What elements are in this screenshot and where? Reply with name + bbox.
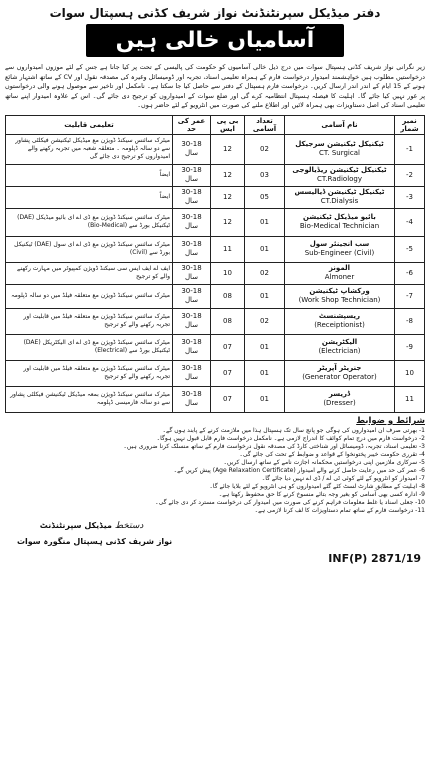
cell-qualification: میٹرک سائنس سیکنڈ ڈویژن مع ڈی اے ای الیکٹریکل (DAE) ٹیکنیکل بورڈ سے (Electrical)	[6, 334, 173, 360]
cell-post	[285, 360, 395, 386]
post-name-urdu: ریسپشنسٹ	[318, 312, 361, 321]
cell-bps: 07	[211, 386, 245, 412]
cell-count: 01	[245, 386, 285, 412]
post-name-urdu: سب انجینئر سول	[309, 240, 370, 249]
cell-bps: 08	[211, 308, 245, 334]
cell-qualification: ایضاً	[6, 186, 173, 208]
signer-title: میڈیکل سپرنٹنڈنٹ	[39, 520, 112, 530]
signature-block	[17, 521, 172, 546]
cell-post	[285, 284, 395, 308]
cell-post	[285, 386, 395, 412]
cell-serial: 2-	[395, 164, 425, 186]
cell-bps: 08	[211, 284, 245, 308]
post-name-english: (Receiptionist)	[314, 321, 365, 330]
cell-bps: 07	[211, 334, 245, 360]
table-header-row	[6, 115, 425, 134]
header-count: تعداد آسامی	[245, 115, 285, 134]
post-name-urdu: بائیو میڈیکل ٹیکنیشن	[303, 213, 376, 222]
post-name-english: CT.Radiology	[316, 175, 363, 184]
rule-item: 2- درخواست فارم میں درج تمام کوائف کا اندراج لازمی ہے۔ نامکمل درخواست فارم قابل قبول نہیں ہوگا۔	[156, 434, 425, 442]
rule-item: 4- تقرری حکومت خیبر پختونخوا کے قواعد و ضوابط کے تحت کی جائے گی۔	[239, 450, 425, 458]
table-row	[6, 164, 425, 186]
rule-item: 6- عمر کی حد میں رعایت حاصل کرنے والے امیدوار (Age Relaxation Certificate) پیش کریں گے۔	[173, 466, 425, 474]
cell-qualification: میٹرک سائنس سیکنڈ ڈویژن مع متعلقہ فیلڈ میں قابلیت اور تجربہ رکھنے والے کو ترجیح	[6, 308, 173, 334]
cell-count: 01	[245, 236, 285, 262]
table-row	[6, 186, 425, 208]
table-row	[6, 262, 425, 284]
vacancy-table	[5, 115, 425, 413]
rules-list	[5, 427, 425, 515]
cell-count: 02	[245, 308, 285, 334]
post-name-urdu: جنریٹر آپریٹر	[317, 364, 362, 373]
cell-age: 30-18 سال	[173, 236, 211, 262]
signer-organization: نواز شریف کڈنی ہسپتال منگورہ سوات	[17, 536, 173, 546]
signature-mark: دستخط	[114, 520, 144, 531]
vacancies-banner: آسامیاں خالی ہیں	[86, 24, 345, 57]
cell-serial: 7-	[395, 284, 425, 308]
post-name-english: CT. Surgical	[319, 149, 360, 158]
table-row	[6, 236, 425, 262]
cell-post	[285, 334, 395, 360]
table-row	[6, 360, 425, 386]
post-name-english: (Generator Operator)	[302, 373, 377, 382]
cell-qualification: میٹرک سائنس سیکنڈ ڈویژن مع ڈی اے ای سول (DAE) ٹیکنیکل بورڈ سے (Civil)	[6, 236, 173, 262]
cell-serial: 4-	[395, 208, 425, 236]
post-name-english: Bio-Medical Technician	[299, 222, 380, 231]
cell-post	[285, 134, 395, 164]
header-age: عمر کی حد	[173, 115, 211, 134]
post-name-english: (Electrician)	[318, 347, 361, 356]
cell-age: 30-18 سال	[173, 186, 211, 208]
cell-post	[285, 236, 395, 262]
post-name-english: (Dresser)	[323, 399, 356, 408]
post-name-urdu: ڈریسر	[328, 390, 351, 399]
banner-wrap	[5, 24, 425, 57]
rule-item: 7- امیدوار کو انٹرویو کے لئے کوئی ٹی اے / ڈی اے نہیں دیا جائے گا۔	[261, 474, 425, 482]
cell-post	[285, 164, 395, 186]
cell-post	[285, 208, 395, 236]
cell-bps: 11	[211, 236, 245, 262]
rules-title: شرائط و ضوابط	[356, 415, 425, 426]
cell-bps: 12	[211, 164, 245, 186]
rule-item: 9- ادارہ کسی بھی آسامی کو بغیر وجہ بتائے منسوخ کرنے کا حق محفوظ رکھتا ہے۔	[218, 490, 425, 498]
post-name-urdu: ٹیکنیکل ٹیکنیشن ریڈیالوجی	[292, 166, 387, 175]
rule-item: 1- بھرتی صرف ان امیدواروں کی ہوگی جو پانچ سال تک ہسپتال ہذا میں ملازمت کرنے کے پابند ہوں گے۔	[162, 426, 425, 434]
table-row	[6, 134, 425, 164]
cell-post	[285, 308, 395, 334]
post-name-urdu: ٹیکنیکل ٹیکنیشن سرجیکل	[295, 140, 384, 149]
table-row	[6, 308, 425, 334]
rule-item: 5- سرکاری ملازمین اپنی درخواستیں محکمانہ اجازت نامے کے ساتھ ارسال کریں۔	[223, 458, 425, 466]
cell-age: 30-18 سال	[173, 164, 211, 186]
cell-qualification: میٹرک سائنس سیکنڈ ڈویژن مع متعلقہ فیلڈ میں قابلیت اور تجربہ رکھنے والے کو ترجیح	[6, 360, 173, 386]
cell-age: 30-18 سال	[173, 134, 211, 164]
header-post: نام آسامی	[285, 115, 395, 134]
cell-qualification: ایف اے ایف ایس سی سیکنڈ ڈویژن کمپیوٹر میں مہارت رکھنے والے کو ترجیح	[6, 262, 173, 284]
cell-bps: 12	[211, 208, 245, 236]
cell-age: 30-18 سال	[173, 360, 211, 386]
cell-serial: 10	[395, 360, 425, 386]
cell-bps: 10	[211, 262, 245, 284]
cell-count: 01	[245, 334, 285, 360]
cell-serial: 6-	[395, 262, 425, 284]
cell-qualification: میٹرک سائنس سیکنڈ ڈویژن مع متعلقہ فیلڈ میں دو سالہ ڈپلومہ	[6, 284, 173, 308]
cell-age: 30-18 سال	[173, 262, 211, 284]
table-row	[6, 386, 425, 412]
cell-age: 30-18 سال	[173, 208, 211, 236]
post-name-urdu: الیکٹریشن	[321, 338, 358, 347]
cell-qualification: ایضاً	[6, 164, 173, 186]
cell-count: 03	[245, 164, 285, 186]
cell-serial: 9-	[395, 334, 425, 360]
cell-serial: 5-	[395, 236, 425, 262]
cell-serial: 11	[395, 386, 425, 412]
cell-age: 30-18 سال	[173, 284, 211, 308]
cell-age: 30-18 سال	[173, 308, 211, 334]
post-name-english: Almoner	[324, 273, 355, 282]
header-serial: نمبر شمار	[395, 115, 425, 134]
post-name-urdu: المونز	[328, 264, 351, 273]
cell-count: 01	[245, 360, 285, 386]
cell-count: 01	[245, 284, 285, 308]
rule-item: 10- جعلی اسناد یا غلط معلومات فراہم کرنے کی صورت میں امیدوار کی درخواست مسترد کر دی جائے گی۔	[155, 498, 425, 506]
post-name-english: CT.Dialysis	[320, 197, 359, 206]
cell-count: 02	[245, 134, 285, 164]
intro-paragraph: زیر نگرانی نواز شریف کڈنی ہسپتال سوات میں درج ذیل خالی آسامیوں کو حکومت کی پالیسی کے تحت پر کیا جانا ہے جس کے لئے موزوں امیدواروں سے درخواستیں مطلوب ہیں خواہشمند امیدوار درخواست فارم کے ہمراہ تعلیمی اسناد، تجربہ اور ڈومیسائل وغیرہ کی مصدقہ نقول اور CV کے ساتھ اشتہار شائع ہونے کے 15 ایام کے اندر اندر ارسال کریں۔ درخواست فارم ہسپتال کے دفتر سے حاصل کیا جا سکتا ہے۔ نامکمل اور تاخیر سے موصول ہونے والی درخواستوں پر غور نہیں کیا جائے گا۔ اہلیت کا فیصلہ ہسپتال انتظامیہ کرے گی اور ضلع سوات کے امیدواروں کو ترجیح دی جائے گی۔ اس کے علاوہ امیدوار اپنے ساتھ تعلیمی اسناد کی اصل دستاویزات بھی ہمراہ لائیں اور اطلاع ملنے کی صورت میں انٹرویو کے لئے حاضر ہوں۔	[5, 63, 426, 110]
cell-bps: 12	[211, 186, 245, 208]
table-body	[6, 134, 425, 412]
post-name-english: Sub-Engineer (Civil)	[304, 249, 375, 258]
office-title: دفتر میڈیکل سپرنٹنڈنٹ نواز شریف کڈنی ہسپتال سوات	[49, 6, 381, 20]
cell-age: 30-18 سال	[173, 386, 211, 412]
cell-qualification: میٹرک سائنس سیکنڈ ڈویژن مع میڈیکل ٹیکنیشن فیکلٹی پشاور سے دو سالہ ڈپلومہ ۔ متعلقہ شعبہ میں تجربہ رکھنے والے امیدواروں کو ترجیح دی جائے گی	[6, 134, 173, 164]
cell-serial: 8-	[395, 308, 425, 334]
table-row	[6, 334, 425, 360]
post-name-english: (Work Shop Technician)	[298, 296, 381, 305]
cell-bps: 12	[211, 134, 245, 164]
cell-count: 02	[245, 262, 285, 284]
rule-item: 8- اہلیت کے مطابق شارٹ لسٹ کئے گئے امیدواروں کو ہی انٹرویو کے لئے بلایا جائے گا۔	[209, 482, 425, 490]
rule-item: 11- درخواست فارم کے ساتھ تمام دستاویزات کا لف کرنا لازمی ہے۔	[254, 506, 425, 514]
cell-age: 30-18 سال	[173, 334, 211, 360]
cell-post	[285, 262, 395, 284]
cell-serial: 3-	[395, 186, 425, 208]
cell-qualification: میٹرک سائنس سیکنڈ ڈویژن مع ڈی اے ای بائیو میڈیکل (DAE) ٹیکنیکل بورڈ سے (Bio-Medical)	[6, 208, 173, 236]
cell-post	[285, 186, 395, 208]
table-row	[6, 284, 425, 308]
cell-serial: 1-	[395, 134, 425, 164]
cell-qualification: میٹرک سائنس سیکنڈ ڈویژن بمعہ میڈیکل ٹیکنیشن فیکلٹی پشاور سے دو سالہ فارمیسی ڈپلومہ	[6, 386, 173, 412]
cell-count: 01	[245, 208, 285, 236]
post-name-urdu: ورکشاپ ٹیکنیشن	[309, 287, 370, 296]
table-row	[6, 208, 425, 236]
cell-count: 05	[245, 186, 285, 208]
cell-bps: 07	[211, 360, 245, 386]
footer	[5, 519, 425, 571]
rule-item: 3- تعلیمی اسناد، تجربہ، ڈومیسائل اور شناختی کارڈ کی مصدقہ نقول درخواست فارم کے ساتھ منسلک کرنا ضروری ہیں۔	[123, 442, 425, 450]
header-qualification: تعلیمی قابلیت	[6, 115, 173, 134]
header-bps: بی پی ایس	[211, 115, 245, 134]
reference-number: INF(P) 2871/19	[328, 551, 421, 565]
post-name-urdu: ٹیکنیکل ٹیکنیشن ڈیالیسس	[294, 188, 385, 197]
